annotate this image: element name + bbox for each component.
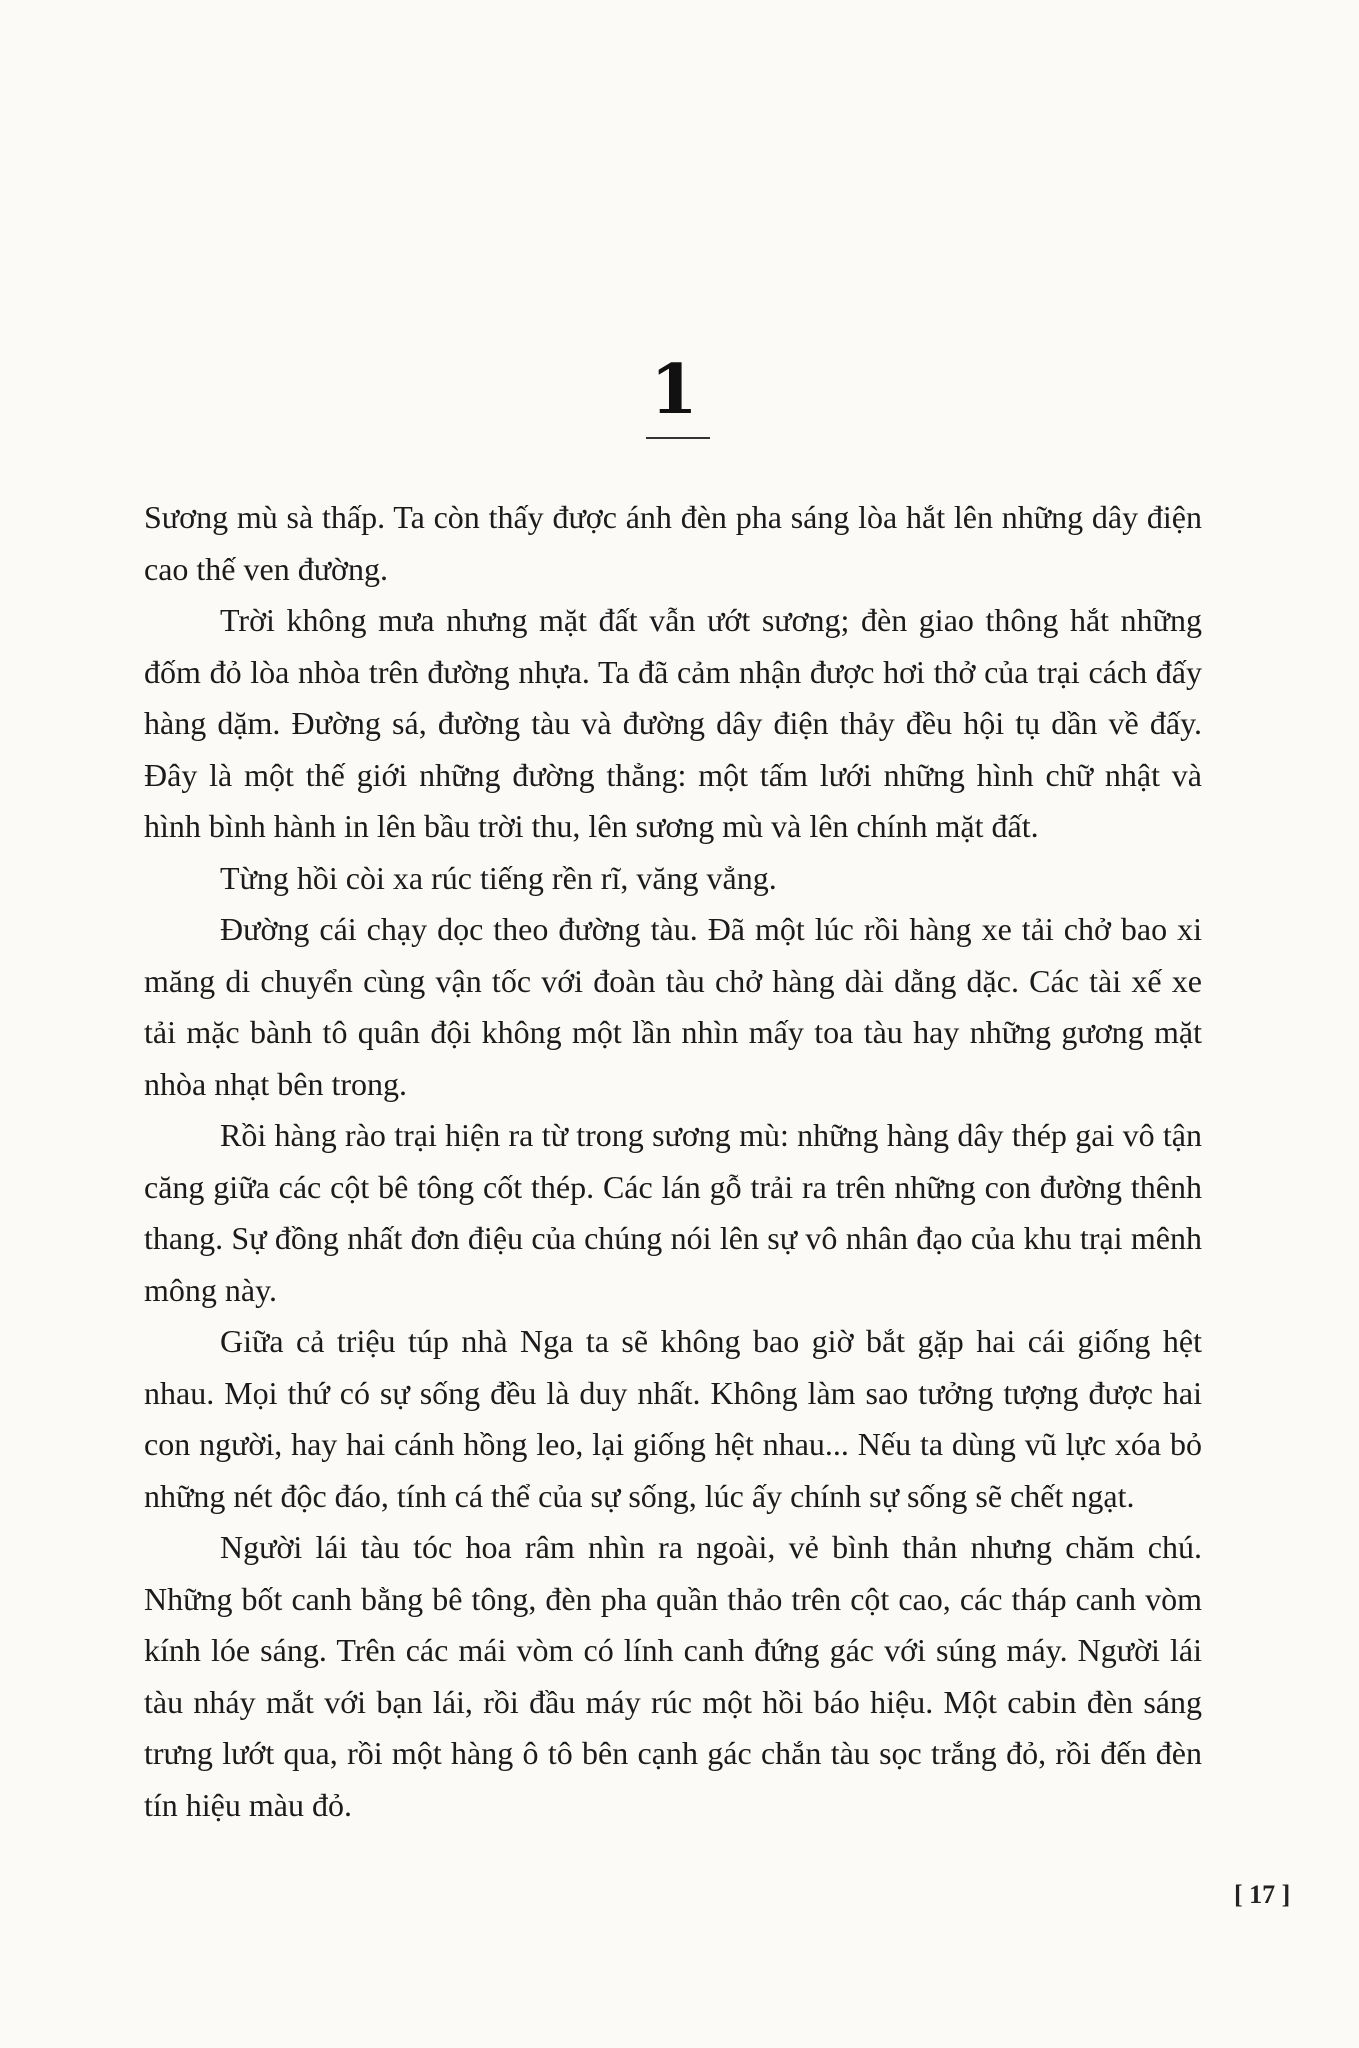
paragraph-6: Giữa cả triệu túp nhà Nga ta sẽ không bao giờ bắt gặp hai cái giống hệt nhau. Mọi thứ có sự sống đều là duy nhất. Không làm sao tưởng tượng được hai con người, hay hai cánh hồng leo, lại giống hệt nhau... Nếu ta dùng vũ lực xóa bỏ những nét độc đáo, tính cá thể của sự sống, lúc ấy chính sự sống sẽ chết ngạt. xyxy=(144,1323,1202,1514)
paragraph-4: Đường cái chạy dọc theo đường tàu. Đã một lúc rồi hàng xe tải chở bao xi măng di chuyển cùng vận tốc với đoàn tàu chở hàng dài dằng dặc. Các tài xế xe tải mặc bành tô quân đội không một lần nhìn mấy toa tàu hay những gương mặt nhòa nhạt bên trong. xyxy=(144,911,1202,1102)
paragraph-2: Trời không mưa nhưng mặt đất vẫn ướt sương; đèn giao thông hắt những đốm đỏ lòa nhòa trên đường nhựa. Ta đã cảm nhận được hơi thở của trại cách đấy hàng dặm. Đường sá, đường tàu và đường dây điện thảy đều hội tụ dần về đấy. Đây là một thế giới những đường thẳng: một tấm lưới những hình chữ nhật và hình bình hành in lên bầu trời thu, lên sương mù và lên chính mặt đất. xyxy=(144,602,1202,844)
paragraph-1: Sương mù sà thấp. Ta còn thấy được ánh đèn pha sáng lòa hắt lên những dây điện cao thế ven đường. xyxy=(144,499,1202,587)
paragraph-5: Rồi hàng rào trại hiện ra từ trong sương mù: những hàng dây thép gai vô tận căng giữa các cột bê tông cốt thép. Các lán gỗ trải ra trên những con đường thênh thang. Sự đồng nhất đơn điệu của chúng nói lên sự vô nhân đạo của khu trại mênh mông này. xyxy=(144,1117,1202,1308)
paragraph-3: Từng hồi còi xa rúc tiếng rền rĩ, văng vẳng. xyxy=(220,859,777,896)
chapter-divider xyxy=(646,437,710,439)
paragraph-7: Người lái tàu tóc hoa râm nhìn ra ngoài, vẻ bình thản nhưng chăm chú. Những bốt canh bằng bê tông, đèn pha quần thảo trên cột cao, các tháp canh vòm kính lóe sáng. Trên các mái vòm có lính canh đứng gác với súng máy. Người lái tàu nháy mắt với bạn lái, rồi đầu máy rúc một hồi báo hiệu. Một cabin đèn sáng trưng lướt qua, rồi một hàng ô tô bên cạnh gác chắn tàu sọc trắng đỏ, rồi đến đèn tín hiệu màu đỏ. xyxy=(144,1529,1202,1823)
chapter-number: 1 xyxy=(650,350,698,430)
page-number: [ 17 ] xyxy=(1234,1880,1291,1909)
chapter-body xyxy=(144,492,1202,1831)
